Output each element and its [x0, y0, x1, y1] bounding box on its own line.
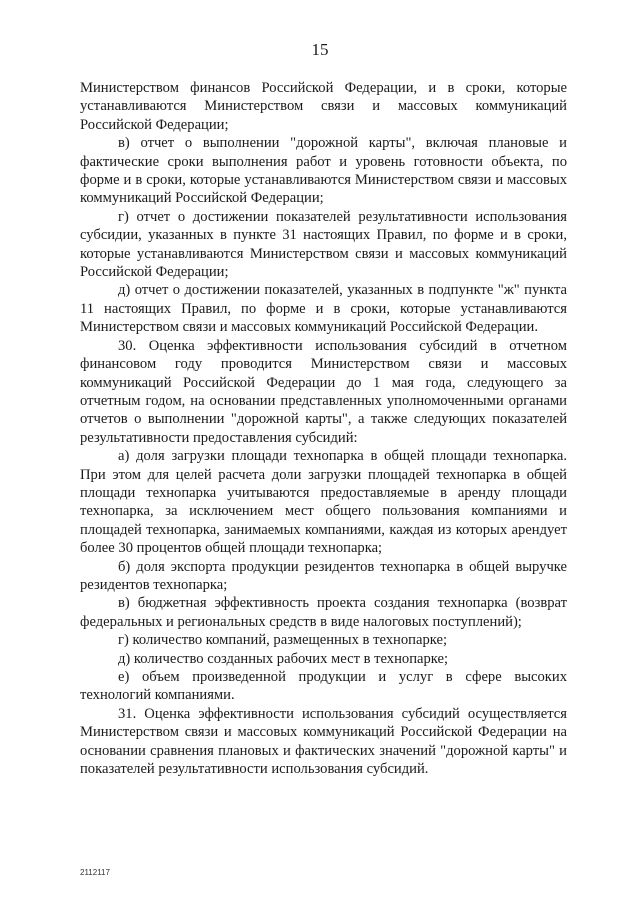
body-text [80, 79, 567, 778]
paragraph-31: 31. Оценка эффективности использования субсидий осуществляется Министерством связи и массовых коммуникаций Российской Федерации на основании сравнения плановых и фактических значений "дорожной карты" и показателей результативности использования субсидий. [80, 705, 567, 778]
paragraph-item-v-budget-efficiency: в) бюджетная эффективность проекта создания технопарка (возврат федеральных и региональных средств в виде налоговых поступлений); [80, 595, 567, 630]
page-number: 15 [311, 40, 329, 59]
paragraph-item-d-jobs-count: д) количество созданных рабочих мест в технопарке; [118, 650, 449, 667]
paragraph-item-a-occupancy: а) доля загрузки площади технопарка в общей площади технопарка. При этом для целей расчета доли загрузки площадей технопарка в общей площади технопарка учитываются предоставляемые в аренду площади технопарка, за исключением мест общего пользования компаниями и площадей технопарка, занимаемых компаниями, каждая из которых арендует более 30 процентов общей площади технопарка; [80, 448, 567, 557]
paragraph-item-g-performance-report: г) отчет о достижении показателей результативности использования субсидии, указанных в пункте 31 настоящих Правил, по форме и в сроки, которые устанавливаются Министерством связи и массовых коммуникаций Российской Федерации; [80, 208, 567, 281]
paragraph-30: 30. Оценка эффективности использования субсидий в отчетном финансовом году проводится Министерством связи и массовых коммуникаций Российской Федерации до 1 мая года, следующего за отчетным годом, на основании представленных уполномоченными органами отчетов о выполнении "дорожной карты", а также следующих показателей результативности предоставления субсидий: [80, 337, 567, 446]
paragraph-item-d-indicators-report: д) отчет о достижении показателей, указанных в подпункте "ж" пункта 11 настоящих Правил, по форме и в сроки, которые устанавливаются Министерством связи и массовых коммуникаций Российской Федерации. [80, 282, 567, 336]
paragraph-item-v-roadmap-report: в) отчет о выполнении "дорожной карты", включая плановые и фактические сроки выполнения работ и уровень готовности объекта, по форме и в сроки, которые устанавливаются Министерством связи и массовых коммуникаций Российской Федерации; [80, 135, 567, 207]
document-code: 2112117 [80, 868, 110, 877]
paragraph-item-e-output-volume: е) объем произведенной продукции и услуг в сфере высоких технологий компаниями. [80, 669, 567, 704]
paragraph-continuation: Министерством финансов Российской Федерации, и в сроки, которые устанавливаются Министерством связи и массовых коммуникаций Российской Федерации; [80, 80, 567, 133]
paragraph-item-g-companies-count: г) количество компаний, размещенных в технопарке; [118, 632, 448, 649]
paragraph-item-b-export-share: б) доля экспорта продукции резидентов технопарка в общей выручке резидентов технопарка; [80, 558, 567, 593]
